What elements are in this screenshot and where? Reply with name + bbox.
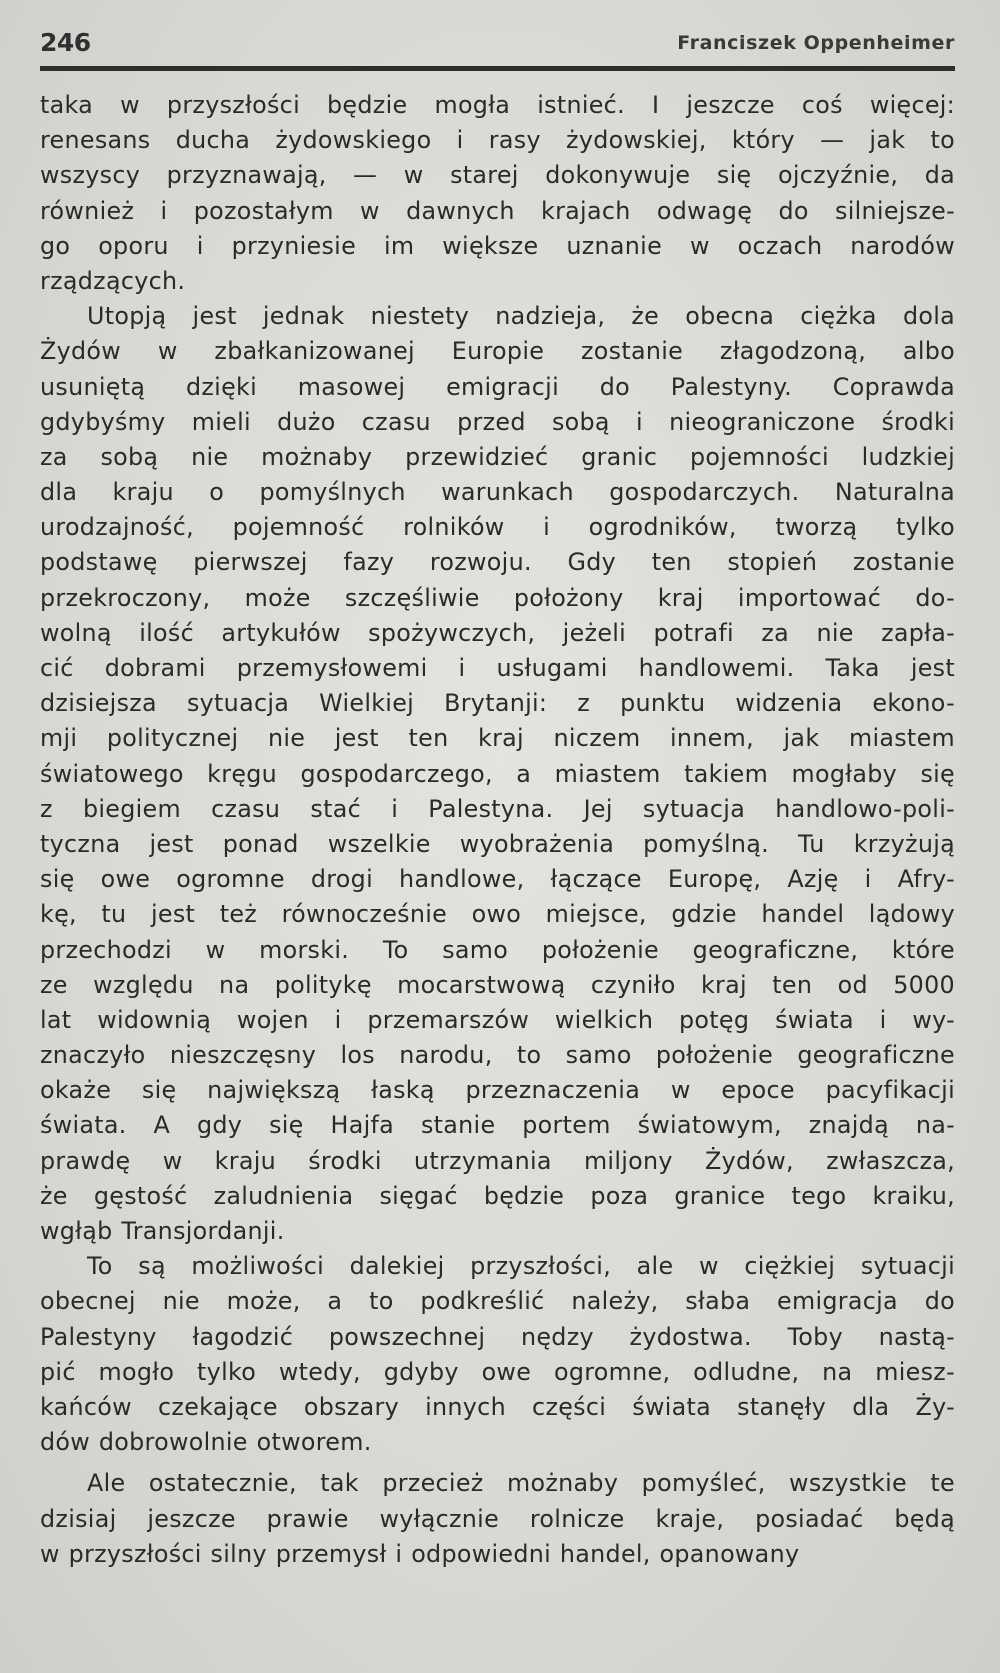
text-line: dla kraju o pomyślnych warunkach gospodarczych. Naturalna [40,478,955,507]
text-line: urodzajność, pojemność rolników i ogrodników, tworzą tylko [40,513,955,542]
text-line: kę, tu jest też równocześnie owo miejsce, gdzie handel lądowy [40,900,955,929]
paragraph [40,1249,955,1460]
text-line: obecnej nie może, a to podkreślić należy, słaba emigracja do [40,1287,955,1316]
text-line: światowego kręgu gospodarczego, a miastem takiem mogłaby się [40,759,955,788]
text-line: renesans ducha żydowskiego i rasy żydowskiej, który — jak to [40,126,955,155]
text-line: Palestyny łagodzić powszechnej nędzy żydostwa. Toby nastą- [40,1322,955,1351]
page-header [40,24,955,66]
text-line: wgłąb Transjordanji. [40,1217,285,1245]
text-line: Żydów w zbałkanizowanej Europie zostanie złagodzoną, albo [40,337,955,366]
text-line: również i pozostałym w dawnych krajach odwagę do silniejsze- [40,196,955,225]
text-line: taka w przyszłości będzie mogła istnieć. I jeszcze coś więcej: [40,91,955,119]
paragraph [40,88,955,299]
text-line: podstawę pierwszej fazy rozwoju. Gdy ten stopień zostanie [40,548,955,577]
header-rule [40,66,955,71]
text-line: wszyscy przyznawają, — w starej dokonywuje się ojczyźnie, da [40,161,955,190]
text-line: To są możliwości dalekiej przyszłości, ale w ciężkiej sytuacji [87,1252,955,1281]
body-text [40,88,955,1572]
text-line: w przyszłości silny przemysł i odpowiedni handel, opanowany [40,1539,800,1568]
text-line: znaczyło nieszczęsny los narodu, to samo położenie geograficzne [40,1041,955,1070]
text-line: dów dobrowolnie otworem. [40,1428,372,1457]
text-line: prawdę w kraju środki utrzymania miljony Żydów, zwłaszcza, [40,1146,955,1175]
text-line: pić mogło tylko wtedy, gdyby owe ogromne, odludne, na miesz- [40,1357,955,1386]
paragraph [40,1466,955,1572]
text-line: rządzących. [40,266,186,295]
text-line: go oporu i przyniesie im większe uznanie w oczach narodów [40,231,955,260]
text-line: że gęstość zaludnienia sięgać będzie poza granice tego kraiku, [40,1181,955,1210]
text-line: przechodzi w morski. To samo położenie geograficzne, które [40,935,955,964]
page-number: 246 [40,28,91,57]
text-line: ze względu na politykę mocarstwową czyniło kraj ten od 5000 [40,970,955,999]
text-line: przekroczony, może szczęśliwie położony kraj importować do- [40,583,955,612]
text-line: cić dobrami przemysłowemi i usługami handlowemi. Taka jest [40,654,955,682]
text-line: Utopją jest jednak niestety nadzieja, że obecna ciężka dola [87,302,955,331]
text-line: kańców czekające obszary innych części świata stanęły dla Ży- [40,1392,955,1421]
text-line: tyczna jest ponad wszelkie wyobrażenia pomyślną. Tu krzyżują [40,829,955,858]
text-line: okaże się największą łaską przeznaczenia w epoce pacyfikacji [40,1076,955,1105]
text-line: wolną ilość artykułów spożywczych, jeżeli potrafi za nie zapła- [40,618,955,647]
text-line: usuniętą dzięki masowej emigracji do Palestyny. Coprawda [40,372,955,401]
text-line: Ale ostatecznie, tak przecież możnaby pomyśleć, wszystkie te [87,1469,955,1498]
running-head: Franciszek Oppenheimer [677,32,955,54]
text-line: gdybyśmy mieli dużo czasu przed sobą i nieograniczone środki [40,407,955,436]
text-line: z biegiem czasu stać i Palestyna. Jej sytuacja handlowo-poli- [40,794,955,823]
text-line: dzisiaj jeszcze prawie wyłącznie rolnicze kraje, posiadać będą [40,1504,955,1533]
paragraph [40,299,955,1249]
text-line: mji politycznej nie jest ten kraj niczem innem, jak miastem [40,724,955,753]
text-line: świata. A gdy się Hajfa stanie portem światowym, znajdą na- [40,1111,955,1140]
text-line: się owe ogromne drogi handlowe, łączące Europę, Azję i Afry- [40,865,955,894]
text-line: lat widownią wojen i przemarszów wielkich potęg świata i wy- [40,1005,955,1034]
text-line: dzisiejsza sytuacja Wielkiej Brytanji: z punktu widzenia ekono- [40,689,955,718]
text-line: za sobą nie możnaby przewidzieć granic pojemności ludzkiej [40,442,955,471]
